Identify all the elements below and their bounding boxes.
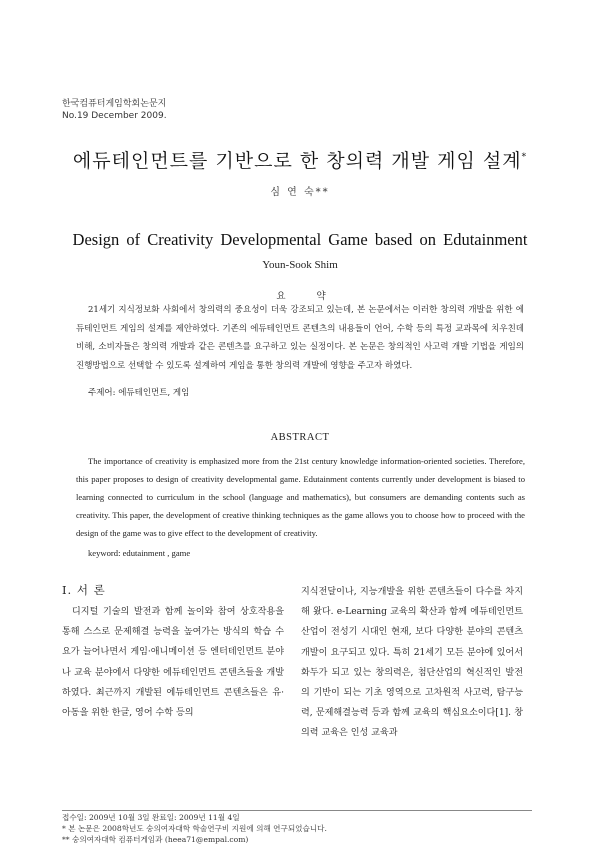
abstract-korean-heading: 요 약	[276, 291, 340, 302]
body-column-right: 지식전달이나, 지능개발을 위한 콘텐츠들이 다수를 차지해 왔다. e-Learning 교육의 확산과 함께 에듀테인먼트 산업이 전성기 시대인 현재, 보다 다양한 분야의 콘텐츠 개발이 요구되고 있다. 특히 21세기 모든 분야에 있어서 화두가 되고 있는 창의력은, 첨단산업의 혁신적인 발전의 기반이 되는 기초 영역으로 고차원적 사고력, 탐구능력, 문제해결능력 등과 함께 교육의 핵심요소이다[1]. 창의력 교육은 인성 교육과	[301, 587, 523, 739]
title-footnote-mark: *	[521, 152, 528, 163]
body-column-left: 디지털 기술의 발전과 함께 놀이와 참여 상호작용을 통해 스스로 문제해결 능력을 높여가는 방식의 학습 수요가 늘어나면서 게임·애니메이션 등 엔터테인먼트 분야나 교육 분야에서 다양한 에듀테인먼트 콘텐츠들을 개발하였다. 최근까지 개발된 에듀테인먼트 콘텐츠들은 유·아동을 위한 한글, 영어 수학 등의	[62, 607, 284, 719]
section-introduction-heading: Ⅰ. 서 론	[62, 583, 106, 597]
journal-issue: No.19 December 2009.	[62, 111, 167, 121]
footnote-affiliation: ** 숭의여자대학 컴퓨터게임과 (heea71@empal.com)	[62, 835, 249, 844]
keywords-korean: 주제어: 에듀테인먼트, 게임	[88, 388, 190, 398]
title-ko-text: 에듀테인먼트를 기반으로 한 창의력 개발 게임 설계	[72, 150, 522, 172]
footnotes	[62, 812, 542, 845]
abstract-english: The importance of creativity is emphasized more from the 21st century knowledge information-oriented societies. Therefore, this paper proposes to design of creativity developmental game. Edutainment contents currently under development is biased to learning connected to curriculum in the school (language and mathematics), but consumers are demanding contents such as creativity. This paper, the development of creative thinking techniques as the game allows you to choose how to proceed with the design of the game was to give effect to the development of creativity.	[76, 456, 525, 538]
footnote-received-date: 접수일: 2009년 10월 3일 완료일: 2009년 11월 4일	[62, 813, 240, 822]
author-korean: 심 연 숙**	[270, 187, 330, 198]
journal-name: 한국컴퓨터게임학회논문지	[62, 99, 167, 109]
paper-title-english: Design of Creativity Developmental Game based on Edutainment	[72, 230, 528, 249]
journal-header	[62, 98, 167, 122]
footnote-divider	[62, 810, 532, 811]
author-english: Youn-Sook Shim	[262, 259, 338, 271]
paper-title-korean	[0, 146, 600, 173]
abstract-english-heading: ABSTRACT	[270, 432, 330, 443]
abstract-korean: 21세기 지식정보화 사회에서 창의력의 중요성이 더욱 강조되고 있는데, 본 논문에서는 이러한 창의력 개발을 위한 에듀테인먼트 게임의 설계를 제안하였다. 기존의 에듀테인먼트 콘텐츠의 내용들이 언어, 수학 등의 특정 교과목에 치우친데 비해, 소비자들은 창의력 개발과 같은 콘텐츠를 요구하고 있는 실정이다. 본 논문은 창의적인 사고력 개발 기법을 게임의 진행방법으로 선택할 수 있도록 설계하여 게임을 통한 창의력 개발에 영향을 주고자 하였다.	[76, 305, 524, 371]
footnote-funding: * 본 논문은 2008학년도 숭의여자대학 학술연구비 지원에 의해 연구되었습니다.	[62, 824, 327, 833]
keywords-english: keyword: edutainment , game	[88, 548, 191, 558]
